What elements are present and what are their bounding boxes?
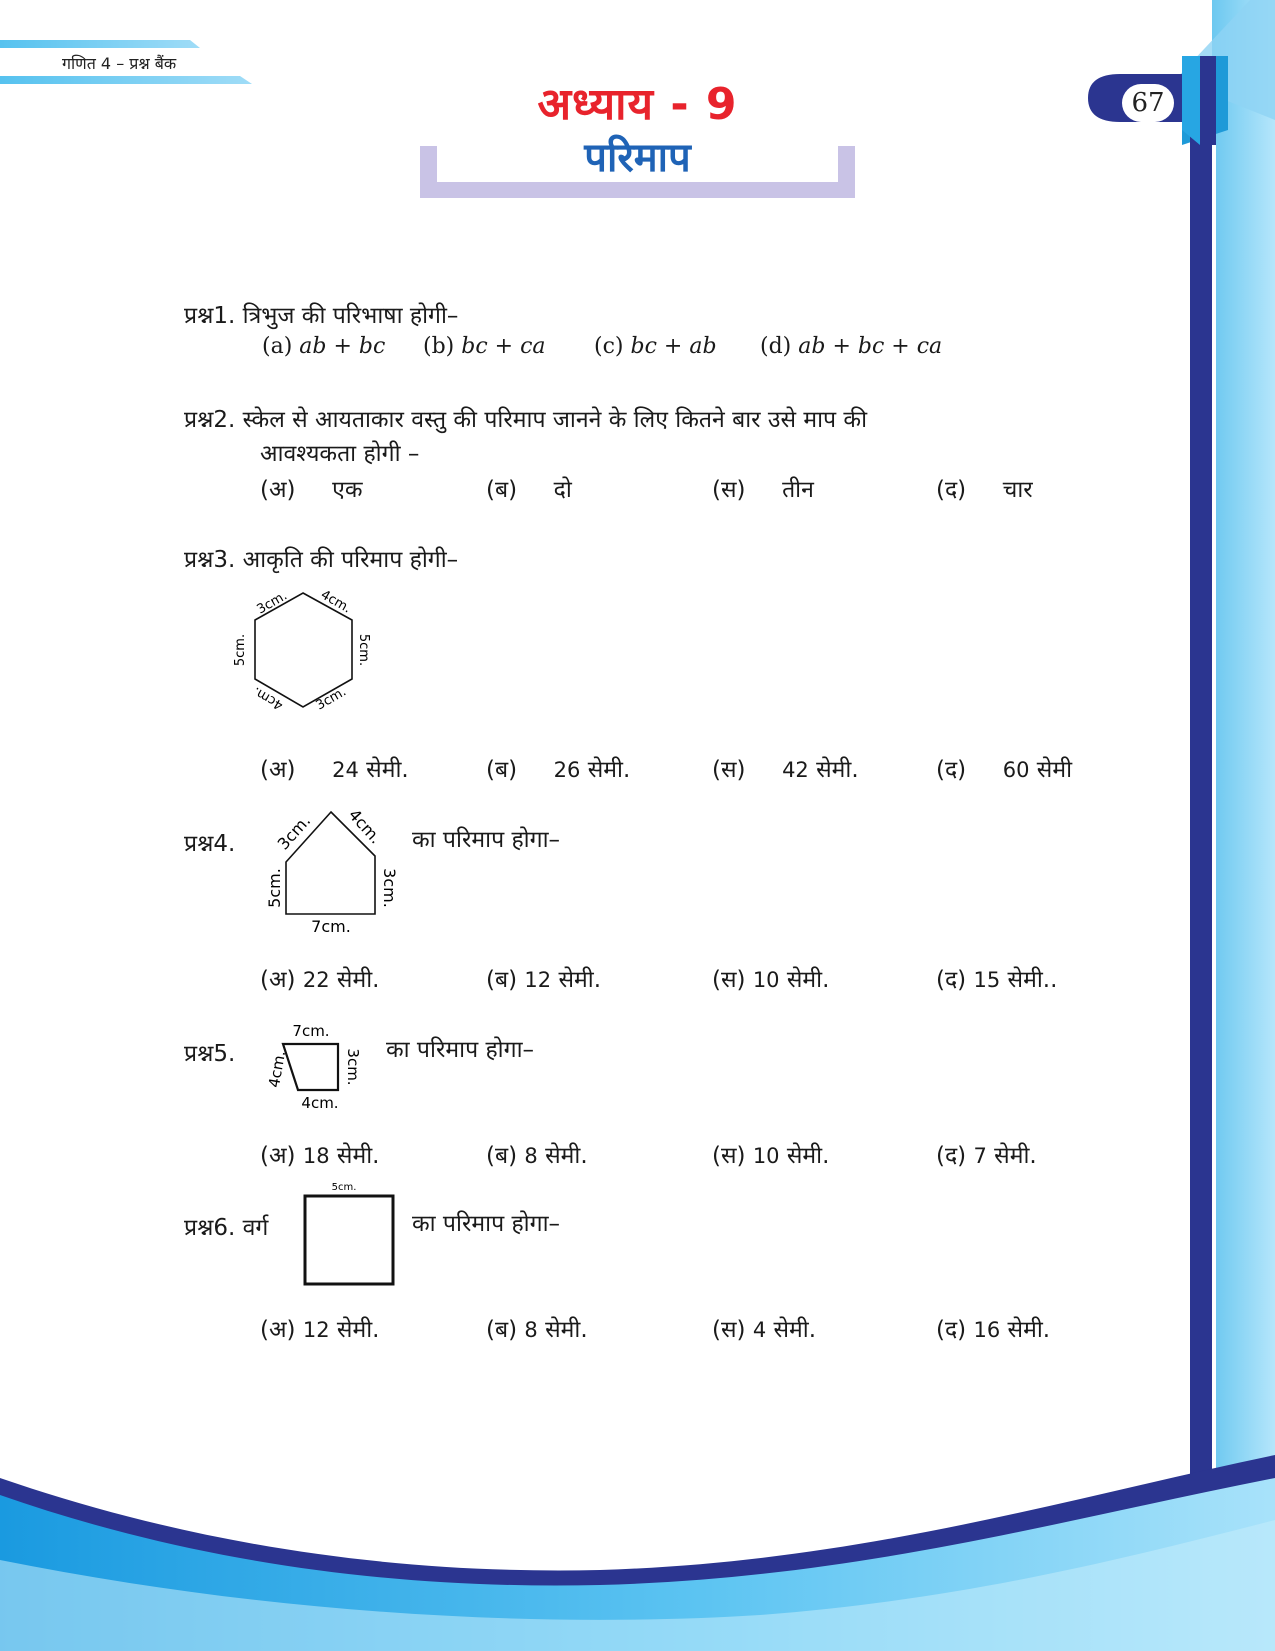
option-key: (a) — [262, 334, 293, 359]
option — [486, 472, 572, 504]
option-number: 8 — [524, 1318, 538, 1342]
option-value: bc + ab — [630, 334, 717, 359]
option-key: (b) — [423, 334, 455, 359]
option-key: (द) — [936, 1317, 967, 1343]
option-unit: सेमी. — [786, 1143, 830, 1169]
option-number: 15 — [973, 968, 1001, 992]
hexagon-figure — [230, 585, 380, 720]
question-text-continued: आवश्यकता होगी – — [260, 441, 420, 467]
option-number: 12 — [302, 1318, 330, 1342]
option-number: 4 — [752, 1318, 767, 1342]
question-5-text: का परिमाप होगा– — [386, 1037, 535, 1063]
option-key: (d) — [760, 334, 792, 359]
option — [260, 962, 379, 994]
option-unit: सेमी. — [336, 1317, 380, 1343]
option-unit: सेमी. — [1007, 1317, 1051, 1343]
figure-label: 3cm. — [380, 868, 399, 908]
option — [712, 472, 814, 504]
figure-label: 5cm. — [331, 1182, 357, 1193]
option-value: एक — [332, 477, 363, 503]
trapezium-figure — [264, 1018, 378, 1118]
option-key: (ब) — [486, 1143, 518, 1169]
option-number: 12 — [524, 968, 552, 992]
option — [486, 1138, 588, 1170]
question-4-text: का परिमाप होगा– — [412, 827, 561, 853]
figure-label: 7cm. — [292, 1022, 330, 1040]
figure-label: 4cm. — [301, 1094, 339, 1112]
option — [936, 1138, 1037, 1170]
option-number: 16 — [973, 1318, 1001, 1342]
figure-label: 5cm. — [265, 868, 284, 908]
chapter-title: परिमाप — [584, 135, 691, 181]
option-unit: सेमी. — [773, 1317, 817, 1343]
option-key: (स) — [712, 757, 746, 783]
option-unit: सेमी. — [545, 1143, 588, 1169]
question-4-label: प्रश्न4. — [184, 831, 236, 857]
option-value: दो — [553, 477, 572, 503]
option — [486, 752, 630, 784]
option-value: ab + bc — [299, 334, 386, 359]
option-number: 10 — [752, 1144, 780, 1168]
option-key: (अ) — [260, 1143, 296, 1169]
option-number: 8 — [524, 1144, 538, 1168]
option-number: 18 — [302, 1144, 330, 1168]
option-key: (अ) — [260, 477, 296, 503]
option-unit: सेमी. — [545, 1317, 588, 1343]
option — [712, 962, 829, 994]
square-figure — [300, 1178, 400, 1288]
option — [260, 1312, 379, 1344]
figure-label: 5cm. — [233, 633, 248, 667]
option-number: 24 — [332, 758, 359, 782]
option — [936, 1312, 1050, 1344]
option-number: 26 — [553, 758, 581, 782]
figure-label: 4cm. — [264, 1049, 290, 1089]
option-key: (द) — [936, 477, 967, 503]
option — [760, 334, 942, 359]
option — [486, 1312, 588, 1344]
figure-label: 3cm. — [254, 588, 290, 618]
question-label: प्रश्न2. — [184, 407, 236, 433]
option-number: 10 — [752, 968, 780, 992]
option-key: (ब) — [486, 967, 518, 993]
question-text: आकृति की परिमाप होगी– — [242, 547, 459, 573]
page-number: 67 — [1122, 84, 1174, 122]
option-value: ab + bc + ca — [798, 334, 943, 359]
option — [712, 752, 859, 784]
question-text: स्केल से आयताकार वस्तु की परिमाप जानने के लिए कितने बार उसे माप की — [242, 407, 868, 433]
question-label: प्रश्न6. — [184, 1215, 236, 1241]
option-number: 7 — [973, 1144, 987, 1168]
question-1 — [184, 298, 458, 330]
option-unit: सेमी. — [336, 1143, 380, 1169]
question-6 — [184, 1210, 268, 1242]
figure-label: 4cm. — [318, 587, 354, 617]
question-text: त्रिभुज की परिभाषा होगी– — [242, 303, 459, 329]
option — [936, 962, 1057, 994]
option-key: (अ) — [260, 967, 296, 993]
option-unit: सेमी.. — [1007, 967, 1058, 993]
question-2 — [184, 402, 867, 434]
option-unit: सेमी. — [786, 967, 830, 993]
option-key: (द) — [936, 1143, 967, 1169]
question-5-label: प्रश्न5. — [184, 1041, 236, 1067]
question-6-text: का परिमाप होगा– — [412, 1211, 561, 1237]
option-value: चार — [1002, 477, 1033, 503]
option — [423, 334, 546, 359]
option-key: (स) — [712, 1317, 746, 1343]
option — [936, 752, 1072, 784]
option-key: (ब) — [486, 757, 518, 783]
figure-label: 7cm. — [311, 917, 351, 936]
figure-label: 3cm. — [344, 1048, 362, 1086]
pentagon-figure — [258, 800, 408, 940]
figure-label: 4cm. — [250, 683, 286, 713]
question-3 — [184, 542, 458, 574]
option-value: तीन — [782, 477, 814, 503]
option-unit: सेमी. — [558, 967, 602, 993]
chapter-heading: अध्याय - 9 — [537, 79, 738, 130]
option-key: (c) — [594, 334, 624, 359]
option — [260, 1138, 379, 1170]
option-unit: सेमी. — [994, 1143, 1037, 1169]
option-key: (द) — [936, 967, 967, 993]
option-key: (स) — [712, 967, 746, 993]
option-key: (अ) — [260, 1317, 296, 1343]
option — [936, 472, 1033, 504]
option — [262, 334, 385, 359]
option-number: 42 — [782, 758, 809, 782]
option — [260, 752, 409, 784]
question-label: प्रश्न1. — [184, 303, 236, 329]
option-number: 22 — [302, 968, 330, 992]
option-key: (ब) — [486, 1317, 518, 1343]
option — [712, 1138, 829, 1170]
option-key: (स) — [712, 477, 746, 503]
option — [712, 1312, 816, 1344]
option-key: (ब) — [486, 477, 518, 503]
book-header: गणित 4 – प्रश्न बैंक — [62, 54, 177, 73]
figure-label: 5cm. — [356, 633, 371, 667]
option-key: (स) — [712, 1143, 746, 1169]
option-key: (अ) — [260, 757, 296, 783]
option-unit: सेमी. — [336, 967, 380, 993]
figure-label: 3cm. — [313, 684, 349, 714]
figure-label: 4cm. — [344, 805, 386, 848]
option-number: 60 — [1002, 758, 1030, 782]
option-value: bc + ca — [461, 334, 546, 359]
option-unit: सेमी. — [816, 757, 859, 783]
option — [260, 472, 362, 504]
option — [594, 334, 717, 359]
option-unit: सेमी — [1036, 757, 1073, 783]
option — [486, 962, 601, 994]
question-pre-text: वर्ग — [242, 1215, 269, 1241]
option-unit: सेमी. — [366, 757, 409, 783]
option-key: (द) — [936, 757, 967, 783]
figure-label: 3cm. — [273, 811, 315, 854]
question-label: प्रश्न3. — [184, 547, 236, 573]
option-unit: सेमी. — [587, 757, 631, 783]
